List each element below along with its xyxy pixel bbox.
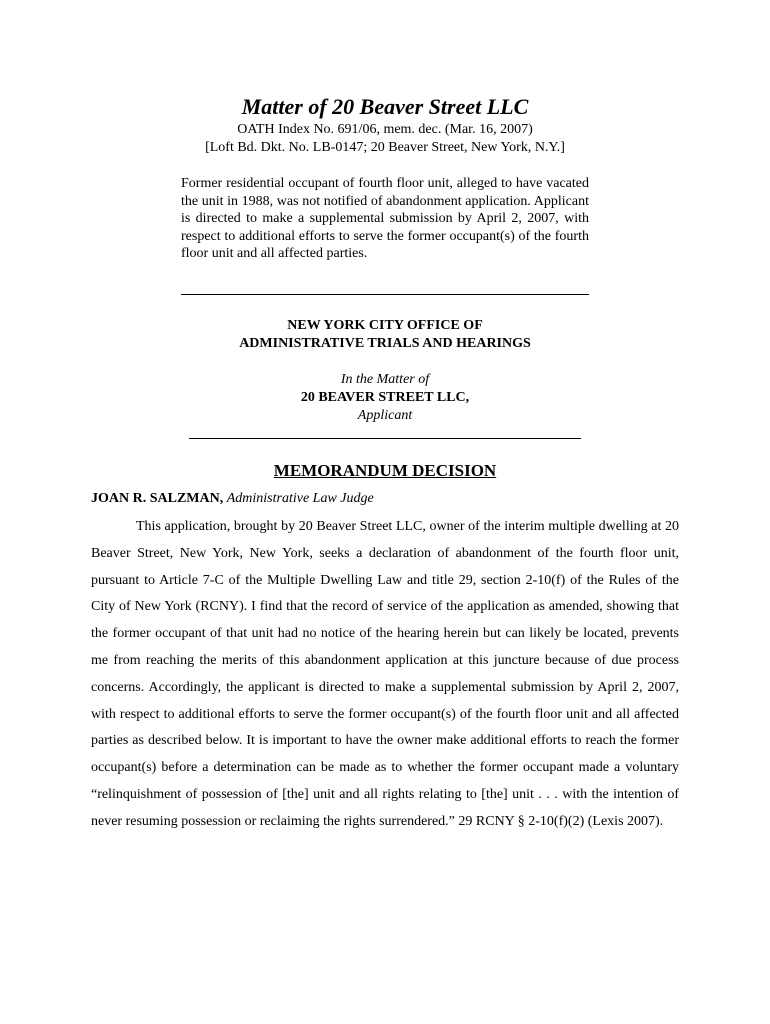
docket-line: [Loft Bd. Dkt. No. LB-0147; 20 Beaver Street, New York, N.Y.] [205,140,565,155]
document-title: Matter of 20 Beaver Street LLC [241,94,529,119]
judge-title: Administrative Law Judge [226,491,374,506]
index-line: OATH Index No. 691/06, mem. dec. (Mar. 16, 2007) [237,122,533,137]
summary-divider [181,294,589,295]
judge-line [91,490,374,508]
party-role: Applicant [357,408,413,423]
office-name-line-2: ADMINISTRATIVE TRIALS AND HEARINGS [239,336,531,351]
in-the-matter-label: In the Matter of [340,372,430,387]
case-summary: Former residential occupant of fourth floor unit, alleged to have vacated the unit in 1988, was not notified of abandonment application. Applicant is directed to make a supplemental submission by April 2, 2007, with respect to additional efforts to serve the former occupant(s) of the fourth floor unit and all affected parties. [181,176,589,262]
caption-divider [189,438,581,439]
memorandum-heading: MEMORANDUM DECISION [273,461,497,480]
decision-body-paragraph: This application, brought by 20 Beaver Street LLC, owner of the interim multiple dwelling at 20 Beaver Street, New York, New York, seeks a declaration of abandonment of the fourth floor unit, pursuant to Article 7-C of the Multiple Dwelling Law and title 29, section 2-10(f) of the Rules of the City of New York (RCNY). I find that the record of service of the application as amended, showing that the former occupant of that unit had no notice of the hearing herein but can likely be located, prevents me from reaching the merits of this abandonment application at this juncture because of due process concerns. Accordingly, the applicant is directed to make a supplemental submission by April 2, 2007, with respect to additional efforts to serve the former occupant(s) of the fourth floor unit and all affected parties as described below. It is important to have the owner make additional efforts to reach the former occupant(s) before a determination can be made as to whether the former occupant made a voluntary “relinquishment of possession of [the] unit and all rights relating to [the] unit . . . with the intention of never resuming possession or reclaiming the rights surrendered.” 29 RCNY § 2-10(f)(2) (Lexis 2007). [91,519,679,829]
office-name-line-1: NEW YORK CITY OFFICE OF [287,318,483,333]
judge-name: JOAN R. SALZMAN, [91,491,224,506]
party-name: 20 BEAVER STREET LLC, [300,390,470,405]
